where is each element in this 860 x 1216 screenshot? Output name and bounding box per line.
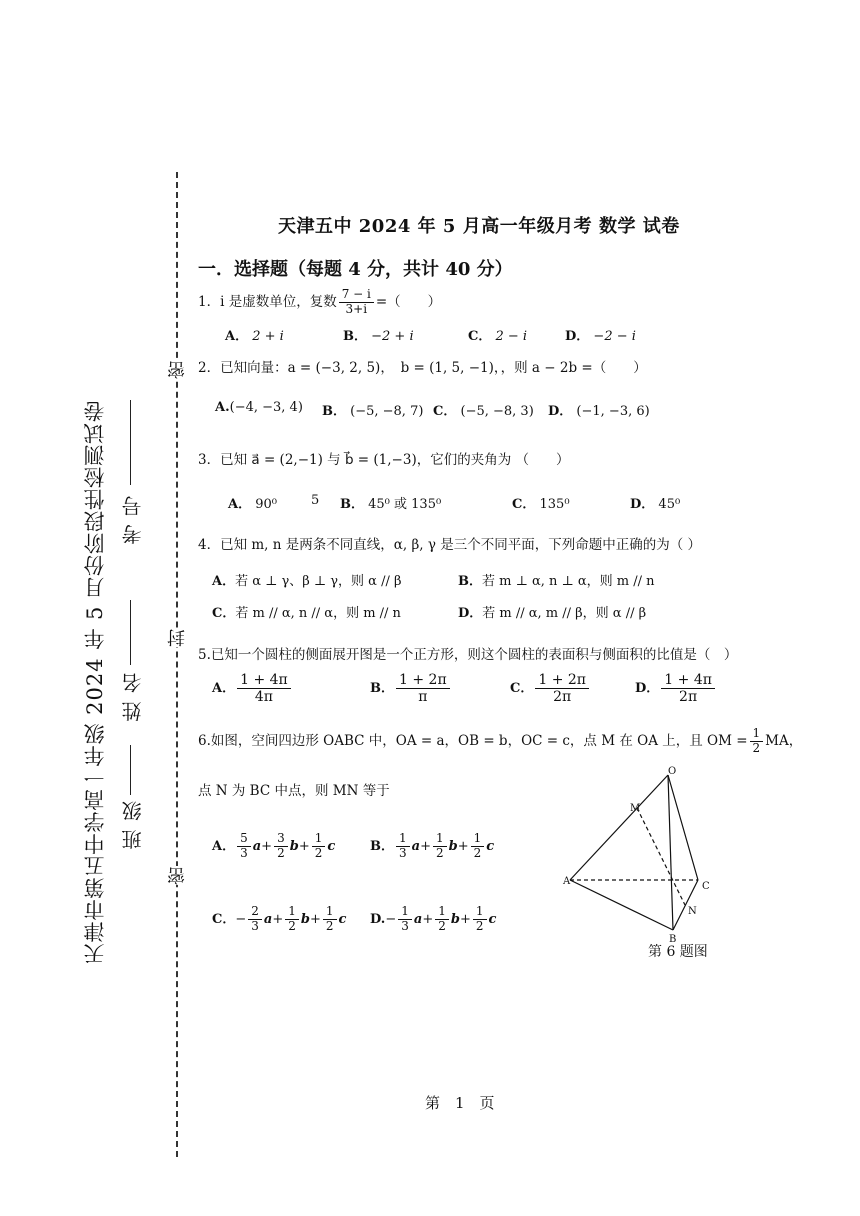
question-number: 1． bbox=[198, 293, 221, 310]
seal-mark-top: 密 bbox=[165, 360, 191, 379]
fraction-half: $\frac{1}{2}$ bbox=[750, 727, 764, 756]
question-6-line-2: 点 N 为 BC 中点，则 MN 等于 bbox=[198, 783, 390, 799]
question-1 bbox=[198, 288, 441, 317]
tetrahedron-figure bbox=[560, 765, 730, 945]
q4-option-a[interactable]: A．若 α ⊥ γ、β ⊥ γ，则 α // β bbox=[212, 574, 402, 589]
q5-option-a[interactable]: A． $\frac{1 + 4\pi}{4\pi}$ bbox=[212, 672, 293, 705]
q1-option-b[interactable]: B． −2 + i bbox=[343, 329, 414, 344]
fraction-numerator: 7 − i bbox=[339, 288, 374, 303]
question-stem-end: =（ ） bbox=[375, 293, 442, 310]
q4-option-b[interactable]: B．若 m ⊥ α, n ⊥ α，则 m // n bbox=[458, 574, 655, 589]
question-stem: 已知一个圆柱的侧面展开图是一个正方形，则这个圆柱的表面积与侧面积的比值是（ ） bbox=[210, 647, 738, 663]
stray-mark: 5 bbox=[311, 493, 320, 508]
vertex-label-O: O bbox=[668, 766, 677, 777]
id-label: 考 号 bbox=[121, 495, 145, 545]
name-label: 姓 名 bbox=[121, 672, 145, 722]
q5-option-b[interactable]: B． $\frac{1 + 2\pi}{\pi}$ bbox=[370, 672, 452, 705]
q3-option-c[interactable]: C． 135⁰ bbox=[512, 497, 570, 512]
q6-option-a[interactable]: A． $\frac{5}{3}$ a+ $\frac{3}{2}$ b+ $\frac{1}{2}$ c bbox=[212, 831, 336, 860]
q6-option-d[interactable]: D.− $\frac{1}{3}$ a+ $\frac{1}{2}$ b+ $\frac{1}{2}$ c bbox=[370, 904, 497, 933]
question-2 bbox=[198, 356, 647, 376]
question-stem: i 是虚数单位，复数 bbox=[220, 293, 337, 310]
q3-option-d[interactable]: D． 45⁰ bbox=[630, 497, 681, 512]
seal-mark-bottom: 密 bbox=[165, 866, 191, 885]
question-number: 6. bbox=[198, 732, 211, 749]
question-number: 2． bbox=[198, 360, 221, 376]
vertex-label-N: N bbox=[688, 906, 697, 917]
fraction bbox=[339, 288, 374, 317]
q5-option-c[interactable]: C． $\frac{1 + 2\pi}{2\pi}$ bbox=[510, 672, 591, 705]
exam-name-vertical: 天津市第五中学高一年级 2024 年 5 月份阶段性检测试卷 bbox=[83, 400, 107, 965]
id-fill-line bbox=[130, 400, 131, 485]
question-4 bbox=[198, 533, 701, 553]
segment-MN-hidden bbox=[637, 808, 685, 905]
vertex-label-M: M bbox=[630, 803, 641, 814]
name-fill-line bbox=[130, 600, 131, 665]
edge-BC bbox=[673, 880, 698, 930]
question-number: 3． bbox=[198, 452, 221, 468]
seal-mark-middle: 封 bbox=[165, 628, 191, 647]
question-6: 6.如图，空间四边形 OABC 中，OA = a，OB = b，OC = c，点 M 在 OA 上，且 OM = $\frac{1}{2}$ MA， bbox=[198, 726, 803, 755]
q6-option-c[interactable]: C．− $\frac{2}{3}$ a+ $\frac{1}{2}$ b+ $\frac{1}{2}$ c bbox=[212, 904, 347, 933]
question-5 bbox=[198, 643, 737, 663]
class-fill-line bbox=[130, 745, 131, 795]
q4-option-d[interactable]: D．若 m // α, m // β，则 α // β bbox=[458, 606, 647, 621]
q2-option-a[interactable]: A.(−4, −3, 4) bbox=[215, 400, 303, 415]
edge-AB bbox=[570, 880, 673, 930]
exam-title: 天津五中 2024 年 5 月高一年级月考 数学 试卷 bbox=[278, 216, 680, 237]
page-number: 第 1 页 bbox=[425, 1094, 495, 1112]
question-3 bbox=[198, 448, 570, 468]
q6-option-b[interactable]: B． $\frac{1}{3}$ a+ $\frac{1}{2}$ b+ $\frac{1}{2}$ c bbox=[370, 831, 495, 860]
q1-option-d[interactable]: D． −2 − i bbox=[565, 329, 636, 344]
edge-OC bbox=[668, 775, 698, 880]
question-number: 5. bbox=[198, 647, 211, 663]
q4-option-c[interactable]: C．若 m // α, n // α，则 m // n bbox=[212, 606, 401, 621]
fraction-denominator: 3+i bbox=[345, 301, 368, 316]
question-number: 4． bbox=[198, 537, 221, 553]
question-stem: 已知 m, n 是两条不同直线，α, β, γ 是三个不同平面，下列命题中正确的为（ ） bbox=[220, 537, 701, 553]
edge-OB bbox=[668, 775, 673, 930]
vertex-label-B: B bbox=[669, 934, 677, 945]
q2-option-d[interactable]: D． (−1, −3, 6) bbox=[548, 404, 650, 419]
q1-option-c[interactable]: C． 2 − i bbox=[468, 329, 528, 344]
q2-option-b[interactable]: B． (−5, −8, 7) bbox=[322, 404, 424, 419]
vertex-label-C: C bbox=[702, 881, 710, 892]
vertex-label-A: A bbox=[563, 876, 571, 887]
q2-option-c[interactable]: C． (−5, −8, 3) bbox=[433, 404, 534, 419]
q5-option-d[interactable]: D． $\frac{1 + 4\pi}{2\pi}$ bbox=[635, 672, 717, 705]
question-stem: 已知 a⃗ = (2,−1) 与 b⃗ = (1,−3)，它们的夹角为 （ ） bbox=[220, 452, 570, 468]
section-header: 一．选择题（每题 4 分，共计 40 分） bbox=[198, 259, 513, 280]
question-stem: 如图，空间四边形 OABC 中，OA = a，OB = b，OC = c，点 M 在 OA 上，且 OM = bbox=[210, 732, 748, 749]
q1-option-a[interactable]: A． 2 + i bbox=[225, 329, 284, 344]
q3-option-b[interactable]: B． 45⁰ 或 135⁰ bbox=[340, 497, 442, 512]
class-label: 班 级 bbox=[121, 800, 145, 850]
binding-dashed-line bbox=[176, 172, 178, 1157]
figure-caption: 第 6 题图 bbox=[648, 944, 708, 960]
q3-option-a[interactable]: A． 90⁰ bbox=[228, 497, 277, 512]
edge-OA bbox=[570, 775, 668, 880]
question-stem: 已知向量：a = (−3, 2, 5)， b = (1, 5, −1)，，则 a − 2b =（ ） bbox=[220, 360, 647, 376]
